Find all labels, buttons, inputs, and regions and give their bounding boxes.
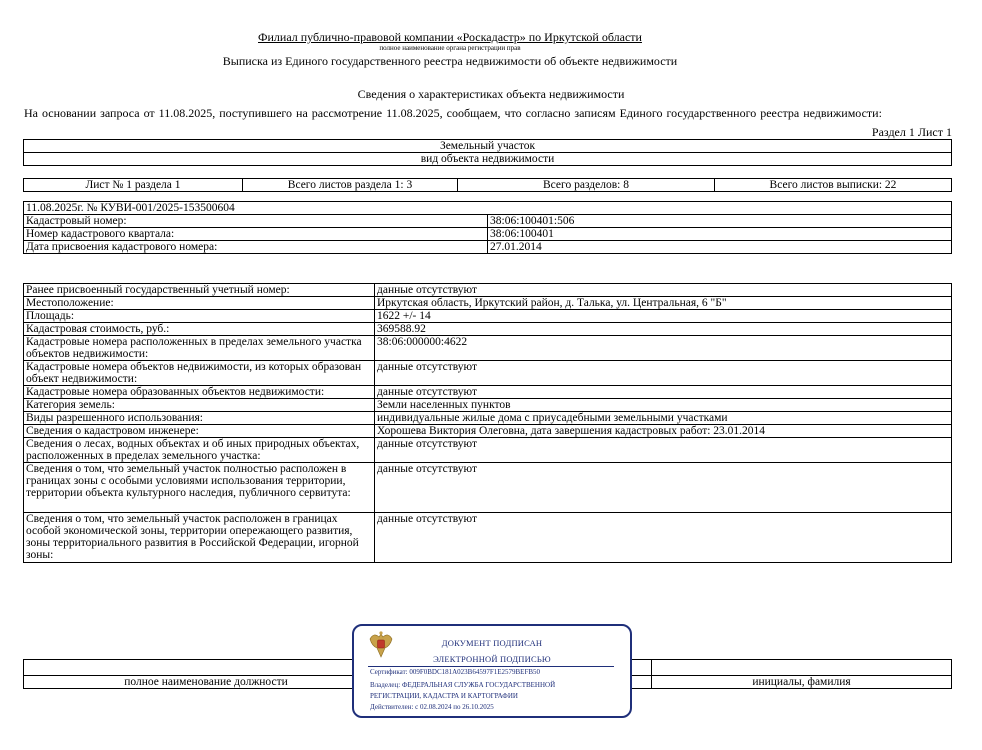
total-sheets: Всего листов выписки: 22 (715, 179, 952, 192)
detail-label: Кадастровая стоимость, руб.: (24, 323, 375, 336)
document-title: Выписка из Единого государственного реестра недвижимости об объекте недвижимости (222, 54, 678, 68)
table-row (24, 386, 952, 399)
detail-label: Категория земель: (24, 399, 375, 412)
object-type-table (23, 139, 952, 166)
cadastral-number-label: Кадастровый номер: (24, 215, 488, 228)
doc-reference: 11.08.2025г. № КУВИ-001/2025-153500604 (24, 202, 952, 215)
stamp-owner-2: РЕГИСТРАЦИИ, КАДАСТРА И КАРТОГРАФИИ (370, 692, 518, 700)
object-type: Земельный участок (24, 140, 952, 153)
detail-value: Иркутская область, Иркутский район, д. Талька, ул. Центральная, 6 "Б" (375, 297, 952, 310)
table-row (24, 323, 952, 336)
detail-value: данные отсутствуют (375, 361, 952, 386)
table-row (24, 412, 952, 425)
detail-value: Земли населенных пунктов (375, 399, 952, 412)
detail-label: Ранее присвоенный государственный учетный номер: (24, 284, 375, 297)
assignment-date-label: Дата присвоения кадастрового номера: (24, 241, 488, 254)
detail-label: Сведения о кадастровом инженере: (24, 425, 375, 438)
table-row (24, 310, 952, 323)
detail-label: Местоположение: (24, 297, 375, 310)
position-caption: полное наименование должности (24, 676, 389, 689)
detail-value: данные отсутствуют (375, 284, 952, 297)
detail-label: Кадастровые номера образованных объектов недвижимости: (24, 386, 375, 399)
stamp-line-1: ДОКУМЕНТ ПОДПИСАН (441, 638, 543, 648)
detail-value: данные отсутствуют (375, 438, 952, 463)
table-row (24, 425, 952, 438)
assignment-date-value: 27.01.2014 (488, 241, 952, 254)
e-signature-stamp (352, 624, 632, 718)
cadastral-number-value: 38:06:100401:506 (488, 215, 952, 228)
stamp-line-2: ЭЛЕКТРОННОЙ ПОДПИСЬЮ (433, 654, 551, 664)
detail-label: Кадастровые номера объектов недвижимости, из которых образован объект недвижимости: (24, 361, 375, 386)
org-caption: полное наименование органа регистрации прав (379, 44, 521, 52)
detail-value: данные отсутствуют (375, 513, 952, 563)
detail-value: 38:06:000000:4622 (375, 336, 952, 361)
org-name: Филиал публично-правовой компании «Роскадастр» по Иркутской области (258, 30, 642, 44)
detail-value: 369588.92 (375, 323, 952, 336)
name-caption: инициалы, фамилия (652, 676, 952, 689)
detail-value: данные отсутствуют (375, 463, 952, 513)
sheet-number: Лист № 1 раздела 1 (24, 179, 243, 192)
table-row (24, 284, 952, 297)
stamp-owner-1: Владелец: ФЕДЕРАЛЬНАЯ СЛУЖБА ГОСУДАРСТВЕННОЙ (370, 681, 556, 689)
table-row (24, 297, 952, 310)
detail-label: Сведения о лесах, водных объектах и об иных природных объектах, расположенных в пределах земельного участка: (24, 438, 375, 463)
intro-text: На основании запроса от 11.08.2025, поступившего на рассмотрение 11.08.2025, сообщаем, что согласно записям Единого государственного реестра недвижимости: (24, 106, 882, 120)
total-sections: Всего разделов: 8 (458, 179, 715, 192)
details-table (23, 283, 952, 563)
table-row (24, 438, 952, 463)
detail-label: Виды разрешенного использования: (24, 412, 375, 425)
section-title: Сведения о характеристиках объекта недвижимости (357, 87, 625, 101)
cadastral-quarter-value: 38:06:100401 (488, 228, 952, 241)
table-row (24, 336, 952, 361)
section-sheet: Раздел 1 Лист 1 (871, 125, 952, 139)
stamp-valid: Действителен: с 02.08.2024 по 26.10.2025 (370, 703, 494, 711)
detail-value: 1622 +/- 14 (375, 310, 952, 323)
detail-value: данные отсутствуют (375, 386, 952, 399)
table-row (24, 361, 952, 386)
total-sheets-section: Всего листов раздела 1: 3 (243, 179, 458, 192)
detail-label: Сведения о том, что земельный участок полностью расположен в границах зоны с особыми условиями использования территории, территории объекта культурного наследия, публичного сервитута: (24, 463, 375, 513)
detail-value: индивидуальные жилые дома с приусадебными земельными участками (375, 412, 952, 425)
detail-label: Кадастровые номера расположенных в пределах земельного участка объектов недвижимости: (24, 336, 375, 361)
table-row (24, 399, 952, 412)
stamp-certificate: Сертификат: 009F0BDC181A023B64597F1E2579BEFB50 (370, 668, 541, 676)
table-row (24, 513, 952, 563)
detail-label: Сведения о том, что земельный участок расположен в границах особой экономической зоны, территории опережающего развития, зоны территориального развития в Российской Федерации, игорной зоны: (24, 513, 375, 563)
ident-table (23, 201, 952, 254)
table-row (24, 463, 952, 513)
cadastral-quarter-label: Номер кадастрового квартала: (24, 228, 488, 241)
detail-label: Площадь: (24, 310, 375, 323)
sheet-info-table (23, 178, 952, 192)
detail-value: Хорошева Виктория Олеговна, дата завершения кадастровых работ: 23.01.2014 (375, 425, 952, 438)
object-type-caption: вид объекта недвижимости (24, 153, 952, 166)
